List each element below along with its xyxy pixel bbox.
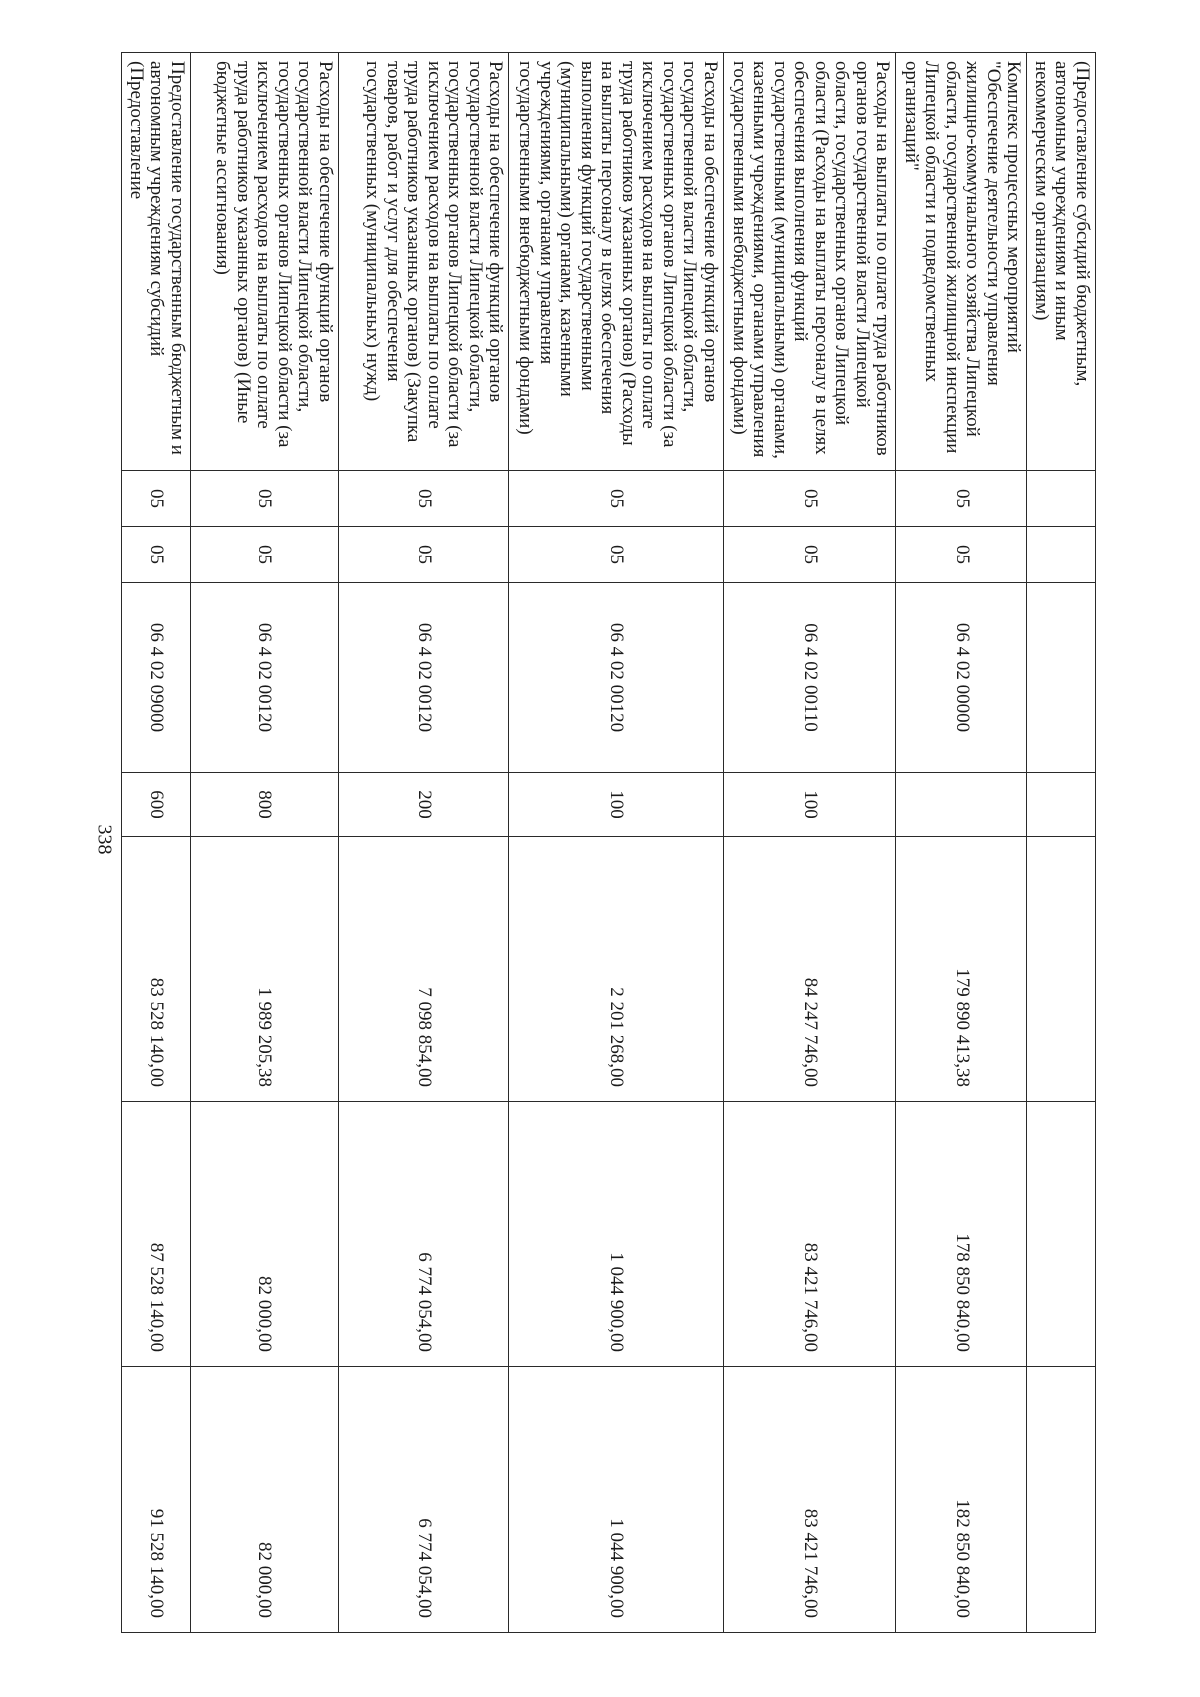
amount-year-2: 1 044 900,00 [509, 1102, 723, 1367]
subsection-code: 05 [723, 527, 896, 583]
target-article-code [1027, 583, 1096, 773]
section-code: 05 [723, 471, 896, 527]
row-description: Предоставление государственным бюджетным и автономным учреждениям субсидий (Предоставление [122, 53, 191, 471]
table-row [338, 53, 509, 1633]
section-code: 05 [122, 471, 191, 527]
table-row [723, 53, 896, 1633]
table-row [190, 53, 338, 1633]
expense-type-code: 100 [509, 773, 723, 837]
amount-year-3: 1 044 900,00 [509, 1367, 723, 1633]
row-description: Расходы на обеспечение функций органов государственной власти Липецкой области, государственных органов Липецкой области (за исключением расходов на выплаты по оплате труда работников указанных органов) (Расходы на выплаты персоналу в целях обеспечения выполнения функций государственными (муниципальными) органами, казенными учреждениями, органами управления государственными внебюджетными фондами) [509, 53, 723, 471]
target-article-code: 06 4 02 00120 [190, 583, 338, 773]
amount-year-2 [1027, 1102, 1096, 1367]
row-description: Расходы на обеспечение функций органов государственной власти Липецкой области, государственных органов Липецкой области (за исключением расходов на выплаты по оплате труда работников указанных органов) (Иные бюджетные ассигнования) [190, 53, 338, 471]
amount-year-1: 1 989 205,38 [190, 837, 338, 1102]
table-row [896, 53, 1027, 1633]
amount-year-2: 82 000,00 [190, 1102, 338, 1367]
amount-year-2: 6 774 054,00 [338, 1102, 509, 1367]
subsection-code: 05 [122, 527, 191, 583]
section-code: 05 [338, 471, 509, 527]
row-description: (Предоставление субсидий бюджетным, автономным учреждениям и иным некоммерческим организациям) [1027, 53, 1096, 471]
section-code: 05 [896, 471, 1027, 527]
target-article-code: 06 4 02 09000 [122, 583, 191, 773]
amount-year-3: 182 850 840,00 [896, 1367, 1027, 1633]
row-description: Комплекс процессных мероприятий "Обеспечение деятельности управления жилищно-коммунального хозяйства Липецкой области, государственной жилищной инспекции Липецкой области и подведомственных организаций" [896, 53, 1027, 471]
table-row [122, 53, 191, 1633]
page-number: 338 [93, 824, 116, 855]
target-article-code: 06 4 02 00120 [509, 583, 723, 773]
expense-type-code [896, 773, 1027, 837]
section-code: 05 [509, 471, 723, 527]
amount-year-1: 179 890 413,38 [896, 837, 1027, 1102]
target-article-code: 06 4 02 00110 [723, 583, 896, 773]
amount-year-3 [1027, 1367, 1096, 1633]
expense-type-code: 800 [190, 773, 338, 837]
subsection-code: 05 [896, 527, 1027, 583]
subsection-code: 05 [338, 527, 509, 583]
expense-type-code [1027, 773, 1096, 837]
amount-year-1 [1027, 837, 1096, 1102]
amount-year-3: 6 774 054,00 [338, 1367, 509, 1633]
amount-year-1: 83 528 140,00 [122, 837, 191, 1102]
section-code [1027, 471, 1096, 527]
target-article-code: 06 4 02 00000 [896, 583, 1027, 773]
subsection-code [1027, 527, 1096, 583]
expense-type-code: 600 [122, 773, 191, 837]
budget-table [121, 52, 1096, 1633]
amount-year-3: 91 528 140,00 [122, 1367, 191, 1633]
subsection-code: 05 [509, 527, 723, 583]
amount-year-1: 84 247 746,00 [723, 837, 896, 1102]
row-description: Расходы на выплаты по оплате труда работников органов государственной власти Липецкой области, государственных органов Липецкой области (Расходы на выплаты персоналу в целях обеспечения выполнения функций государственными (муниципальными) органами, казенными учреждениями, органами управления государственными внебюджетными фондами) [723, 53, 896, 471]
section-code: 05 [190, 471, 338, 527]
amount-year-1: 2 201 268,00 [509, 837, 723, 1102]
amount-year-1: 7 098 854,00 [338, 837, 509, 1102]
subsection-code: 05 [190, 527, 338, 583]
expense-type-code: 100 [723, 773, 896, 837]
amount-year-3: 83 421 746,00 [723, 1367, 896, 1633]
expense-type-code: 200 [338, 773, 509, 837]
rotated-table-container [121, 52, 1096, 1632]
table-row [1027, 53, 1096, 1633]
amount-year-2: 87 528 140,00 [122, 1102, 191, 1367]
amount-year-2: 178 850 840,00 [896, 1102, 1027, 1367]
amount-year-3: 82 000,00 [190, 1367, 338, 1633]
row-description: Расходы на обеспечение функций органов государственной власти Липецкой области, государственных органов Липецкой области (за исключением расходов на выплаты по оплате труда работников указанных органов) (Закупка товаров, работ и услуг для обеспечения государственных (муниципальных) нужд) [338, 53, 509, 471]
amount-year-2: 83 421 746,00 [723, 1102, 896, 1367]
table-row [509, 53, 723, 1633]
target-article-code: 06 4 02 00120 [338, 583, 509, 773]
